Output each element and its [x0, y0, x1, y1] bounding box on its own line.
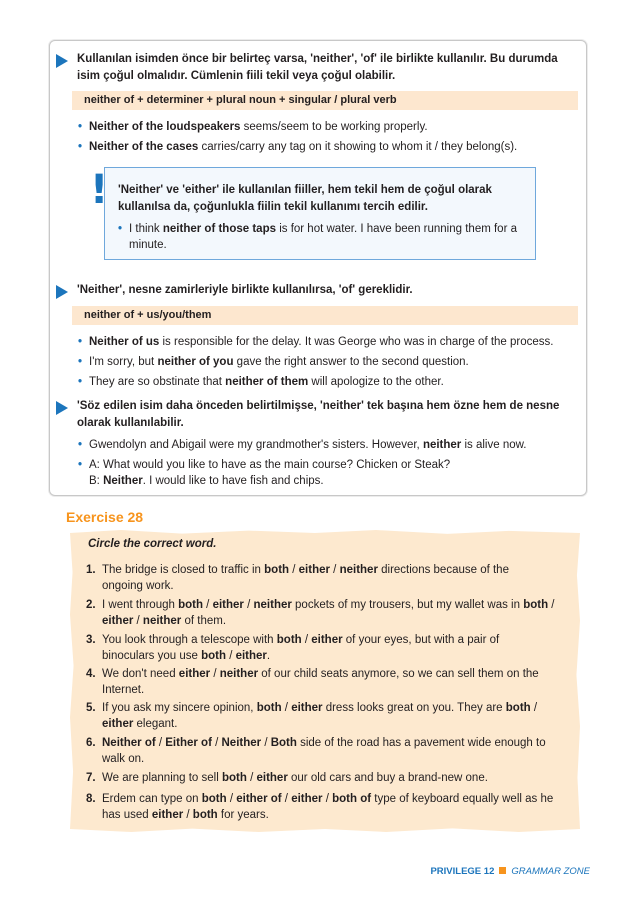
exercise-text: /	[322, 793, 333, 805]
exclamation-icon: !	[90, 167, 109, 213]
exercise-text: binoculars you use	[102, 650, 202, 662]
exercise-item-number: 3.	[86, 634, 96, 646]
rule-2	[56, 282, 566, 299]
rule-3-line-1: 'Söz edilen isim daha önceden belirtilmişse, 'neither' tek başına hem özne hem de nesne	[77, 400, 560, 412]
exercise-text: /	[530, 702, 538, 714]
exercise-text: Erdem can type on	[102, 793, 202, 805]
exercise-text: We are planning to sell	[102, 772, 222, 784]
note-example	[118, 221, 528, 253]
choice-option[interactable]: both	[201, 650, 226, 662]
choice-option[interactable]: both	[201, 793, 227, 805]
exercise-item-line	[102, 770, 564, 786]
exercise-text: /	[226, 793, 237, 805]
example-text: They are so obstinate that	[89, 376, 226, 388]
exercise-text: side of the road has a pavement wide enough to	[296, 737, 546, 749]
rule-2-line-1: 'Neither', nesne zamirleriyle birlikte kullanılırsa, 'of' gereklidir.	[77, 284, 413, 296]
exercise-item	[86, 700, 564, 732]
exercise-item-line	[102, 666, 564, 682]
exercise-item-line	[102, 751, 564, 767]
example-text: is responsible for the delay. It was George who was in charge of the process.	[159, 336, 554, 348]
exercise-item-line	[102, 791, 564, 807]
exercise-text: /	[301, 634, 312, 646]
exercise-title: Exercise 28	[66, 509, 144, 525]
example-3-1	[78, 437, 578, 453]
choice-option[interactable]: both	[192, 809, 218, 821]
exercise-text: /	[155, 737, 166, 749]
triangle-bullet-icon	[56, 401, 68, 415]
exercise-text: type of keyboard equally well as he	[371, 793, 554, 805]
choice-option[interactable]: either	[235, 650, 267, 662]
footer-page-label: PRIVILEGE 12	[430, 866, 495, 877]
example-text: B:	[89, 475, 104, 487]
choice-option[interactable]: either	[256, 772, 288, 784]
choice-option[interactable]: either	[298, 564, 330, 576]
exercise-item-number: 6.	[86, 737, 96, 749]
choice-option[interactable]: Both	[270, 737, 297, 749]
exercise-item-line	[102, 578, 564, 594]
choice-option[interactable]: either	[212, 599, 244, 611]
example-3-2	[78, 457, 578, 489]
exercise-text: You look through a telescope with	[102, 634, 277, 646]
exercise-item-number: 7.	[86, 772, 96, 784]
exercise-item-line	[102, 716, 564, 732]
example-text: seems/seem to be working properly.	[240, 121, 428, 133]
example-text: Gwendolyn and Abigail were my grandmother's sisters. However,	[89, 439, 423, 451]
exercise-item-line	[102, 735, 564, 751]
bullet-dot-icon: •	[78, 439, 83, 451]
exercise-item-line	[102, 682, 564, 698]
note-heading-line-1: 'Neither' ve 'either' ile kullanılan fiiller, hem tekil hem de çoğul olarak	[118, 184, 492, 196]
exercise-text: of your eyes, but with a pair of	[342, 634, 500, 646]
example-1-1	[78, 119, 578, 135]
example-text: carries/carry any tag on it showing to whom it / they belong(s).	[198, 141, 518, 153]
example-text: A: What would you like to have as the main course? Chicken or Steak?	[89, 459, 451, 471]
example-2-1	[78, 334, 578, 350]
choice-option[interactable]: Neither	[221, 737, 262, 749]
exercise-text: /	[246, 772, 257, 784]
example-bold: neither	[422, 439, 462, 451]
rule-3	[56, 398, 566, 432]
exercise-text: Internet.	[102, 684, 145, 696]
exercise-text: /	[183, 809, 193, 821]
bullet-dot-icon: •	[78, 459, 83, 471]
example-text: gave the right answer to the second question.	[233, 356, 469, 368]
exercise-text: /	[211, 737, 222, 749]
exercise-text: of them.	[181, 615, 227, 627]
choice-option[interactable]: either	[102, 615, 134, 627]
choice-option[interactable]: either	[311, 634, 343, 646]
choice-option[interactable]: neither	[142, 615, 182, 627]
rule-1-line-1: Kullanılan isimden önce bir belirteç varsa, 'neither', 'of' ile birlikte kullanılır. Bu durumda	[77, 53, 558, 65]
bullet-dot-icon: •	[78, 121, 83, 133]
example-text: is for hot water. I have been running them for a	[276, 223, 518, 235]
exercise-text: walk on.	[102, 753, 145, 765]
exercise-item	[86, 562, 564, 594]
choice-option[interactable]: neither	[219, 668, 259, 680]
footer-section-label: GRAMMAR ZONE	[511, 866, 590, 877]
exercise-text: for years.	[217, 809, 269, 821]
choice-option[interactable]: both	[276, 634, 302, 646]
bullet-dot-icon: •	[78, 376, 83, 388]
exercise-item	[86, 791, 564, 823]
rule-3-line-2: olarak kullanılabilir.	[77, 417, 184, 429]
bullet-dot-icon: •	[118, 223, 123, 235]
choice-option[interactable]: both	[256, 702, 282, 714]
exercise-text: pockets of my trousers, but my wallet was in	[291, 599, 524, 611]
formula-2: neither of + us/you/them	[72, 306, 578, 325]
exercise-item	[86, 632, 564, 664]
example-text: I'm sorry, but	[89, 356, 158, 368]
exercise-text: has used	[102, 809, 152, 821]
example-text: I think	[129, 223, 163, 235]
exercise-item-line	[102, 648, 564, 664]
example-bold: neither of those taps	[162, 223, 276, 235]
example-text: will apologize to the other.	[308, 376, 444, 388]
exercise-item-number: 4.	[86, 668, 96, 680]
choice-option[interactable]: both of	[332, 793, 372, 805]
exercise-text: .	[266, 650, 271, 662]
exercise-text: The bridge is closed to traffic in	[102, 564, 265, 576]
example-bold: Neither of the loudspeakers	[89, 121, 241, 133]
choice-option[interactable]: both	[264, 564, 290, 576]
choice-option[interactable]: Either of	[165, 737, 212, 749]
choice-option[interactable]: either	[178, 668, 211, 680]
exercise-item-line	[102, 700, 564, 716]
exercise-item-line	[102, 632, 564, 648]
exercise-item	[86, 735, 564, 767]
example-2-3	[78, 374, 578, 390]
choice-option[interactable]: both	[523, 599, 549, 611]
rule-1	[56, 51, 566, 85]
exercise-item-number: 5.	[86, 702, 96, 714]
exercise-instruction: Circle the correct word.	[88, 538, 217, 550]
exercise-item	[86, 770, 564, 786]
choice-option[interactable]: either	[151, 809, 184, 821]
exercise-item-number: 2.	[86, 599, 96, 611]
choice-option[interactable]: both	[505, 702, 531, 714]
bullet-dot-icon: •	[78, 356, 83, 368]
exercise-text: our old cars and buy a brand-new one.	[287, 772, 488, 784]
example-text: . I would like to have fish and chips.	[142, 475, 324, 487]
example-bold: Neither of us	[89, 336, 160, 348]
square-divider-icon	[499, 867, 506, 874]
example-bold: Neither of the cases	[89, 141, 199, 153]
choice-option[interactable]: either	[102, 718, 134, 730]
exercise-item-line	[102, 613, 564, 629]
choice-option[interactable]: both	[221, 772, 247, 784]
exercise-text: If you ask my sincere opinion,	[102, 702, 257, 714]
choice-option[interactable]: either	[291, 793, 323, 805]
exercise-text: of our child seats anymore, so we can sell them on the	[258, 668, 539, 680]
formula-1: neither of + determiner + plural noun + singular / plural verb	[72, 91, 578, 110]
exercise-item	[86, 666, 564, 698]
exercise-text: /	[226, 650, 236, 662]
exercise-text: /	[281, 793, 292, 805]
triangle-bullet-icon	[56, 54, 68, 68]
choice-option[interactable]: Neither of	[102, 737, 156, 749]
exercise-text: /	[289, 564, 299, 576]
exercise-text: directions because of the	[377, 564, 509, 576]
exercise-text: /	[243, 599, 254, 611]
exercise-text: /	[210, 668, 220, 680]
exercise-text: /	[548, 599, 555, 611]
choice-option[interactable]: either	[291, 702, 323, 714]
exercise-text: /	[281, 702, 292, 714]
triangle-bullet-icon	[56, 285, 68, 299]
example-1-2	[78, 139, 578, 155]
bullet-dot-icon: •	[78, 141, 83, 153]
exercise-text: /	[261, 737, 271, 749]
example-bold: neither of you	[157, 356, 234, 368]
rule-1-line-2: isim çoğul olmalıdır. Cümlenin fiili tekil veya çoğul olabilir.	[77, 70, 396, 82]
exercise-item-line	[102, 597, 564, 613]
choice-option[interactable]: either of	[236, 793, 282, 805]
exercise-item	[86, 597, 564, 629]
exercise-item-line	[102, 807, 564, 823]
exercise-text: dress looks great on you. They are	[322, 702, 506, 714]
choice-option[interactable]: neither	[253, 599, 292, 611]
bullet-dot-icon: •	[78, 336, 83, 348]
exercise-text: /	[202, 599, 213, 611]
note-heading	[118, 182, 523, 216]
exercise-text: I went through	[102, 599, 179, 611]
example-text: is alive now.	[461, 439, 527, 451]
exercise-text: elegant.	[133, 718, 178, 730]
example-bold: neither of them	[225, 376, 309, 388]
page-footer	[430, 866, 590, 877]
exercise-text: /	[329, 564, 340, 576]
exercise-text: /	[133, 615, 143, 627]
exercise-text: We don't need	[102, 668, 179, 680]
choice-option[interactable]: both	[178, 599, 203, 611]
exercise-item-line	[102, 562, 564, 578]
exercise-item-number: 8.	[86, 793, 96, 805]
example-bold: Neither	[103, 475, 143, 487]
example-2-2	[78, 354, 578, 370]
choice-option[interactable]: neither	[339, 564, 378, 576]
exercise-text: ongoing work.	[102, 580, 174, 592]
example-text: minute.	[129, 239, 167, 251]
note-heading-line-2: kullanılsa da, çoğunlukla fiilin tekil kullanımı tercih edilir.	[118, 201, 428, 213]
exercise-item-number: 1.	[86, 564, 96, 576]
